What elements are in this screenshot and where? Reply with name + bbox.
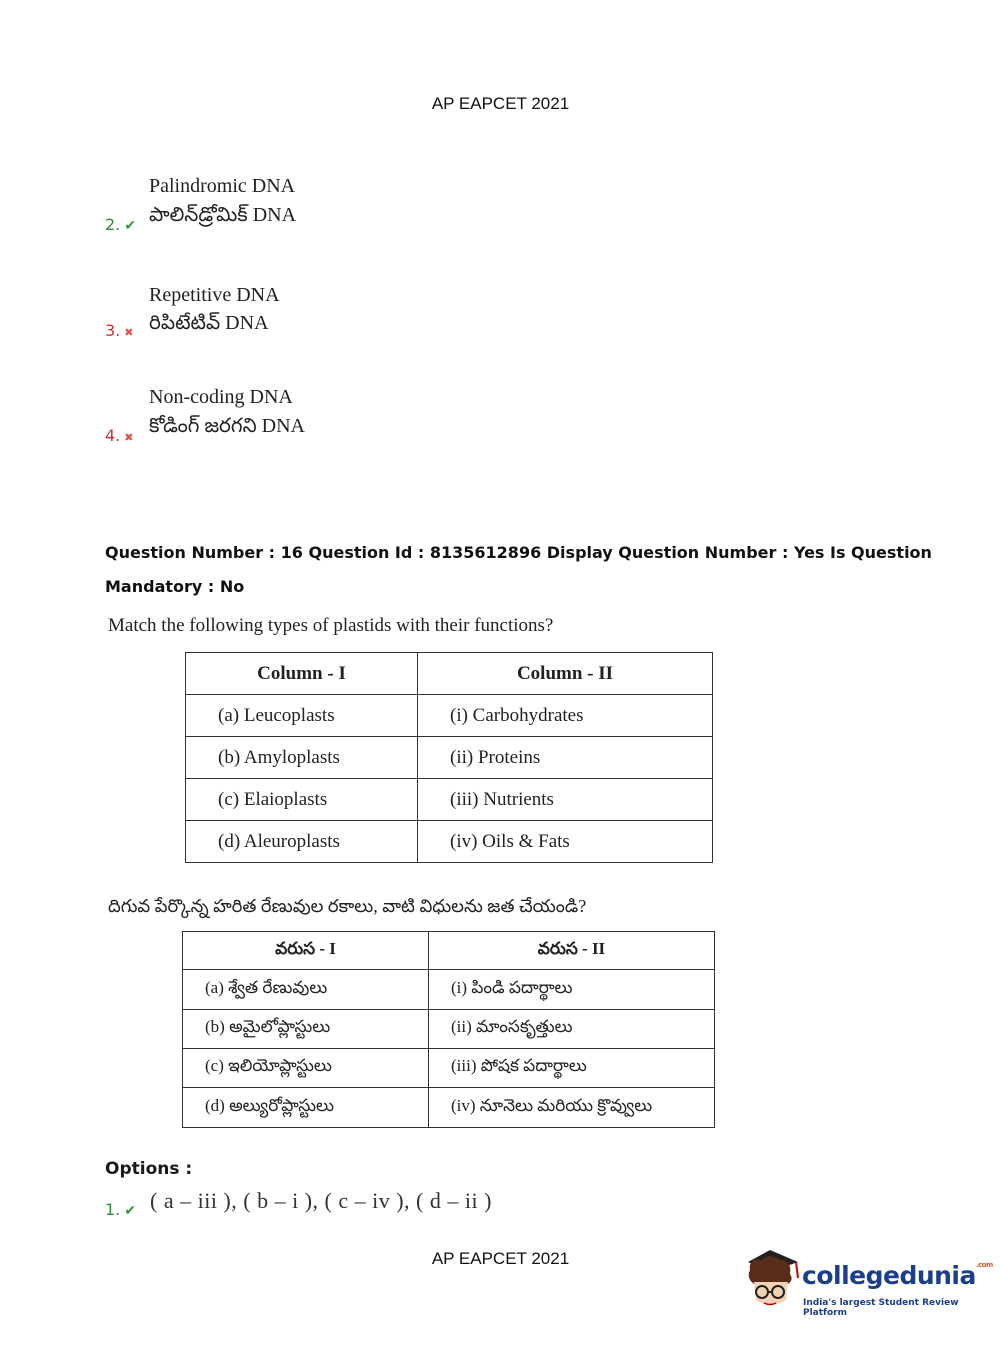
match-table-te xyxy=(182,931,715,1128)
option-text-te: పాలిన్‌డ్రోమిక్ DNA xyxy=(149,204,297,226)
table-cell: (a) Leucoplasts xyxy=(186,695,418,737)
table-row xyxy=(186,737,713,779)
column-header: వరుస - II xyxy=(429,932,715,970)
option-text-en: Non-coding DNA xyxy=(149,386,293,408)
table-row xyxy=(183,1049,715,1088)
question-text-te: దిగువ పేర్కొన్న హరిత రేణువుల రకాలు, వాటి విధులను జత చేయండి? xyxy=(108,896,587,916)
collegedunia-logo xyxy=(740,1248,993,1318)
table-cell: (c) Elaioplasts xyxy=(186,779,418,821)
table-row xyxy=(183,1010,715,1049)
table-row xyxy=(186,779,713,821)
option-text: ( a – iii ), ( b – i ), ( c – iv ), ( d – ii ) xyxy=(150,1188,492,1213)
option-number: 3. xyxy=(105,321,121,340)
question-mandatory: Mandatory : No xyxy=(105,577,245,596)
mascot-icon xyxy=(740,1248,802,1316)
table-row xyxy=(186,821,713,863)
page-header: AP EAPCET 2021 xyxy=(431,94,570,113)
check-icon: ✔ xyxy=(124,1202,136,1218)
table-cell: (ii) మాంసకృత్తులు xyxy=(429,1010,715,1049)
option-text-en: Repetitive DNA xyxy=(149,284,280,306)
question-text-en: Match the following types of plastids with their functions? xyxy=(108,615,554,636)
table-cell: (b) అమైలోప్లాస్టులు xyxy=(183,1010,429,1049)
table-row xyxy=(186,695,713,737)
cross-icon: ✖ xyxy=(124,432,134,444)
table-cell: (ii) Proteins xyxy=(418,737,713,779)
option-text-te: రిపిటేటివ్ DNA xyxy=(149,312,269,334)
column-header: Column - I xyxy=(186,653,418,695)
table-cell: (d) అల్యురోప్లాస్టులు xyxy=(183,1088,429,1128)
option-number: 1. xyxy=(105,1200,121,1219)
option-text-en: Palindromic DNA xyxy=(149,175,296,197)
option-text-te: కోడింగ్ జరగని DNA xyxy=(149,415,305,437)
page-footer: AP EAPCET 2021 xyxy=(431,1249,570,1268)
column-header: వరుస - I xyxy=(183,932,429,970)
table-row xyxy=(183,1088,715,1128)
table-cell: (c) ఇలియోప్లాస్టులు xyxy=(183,1049,429,1088)
table-cell: (a) శ్వేత రేణువులు xyxy=(183,970,429,1010)
table-cell: (iv) Oils & Fats xyxy=(418,821,713,863)
column-header: Column - II xyxy=(418,653,713,695)
table-cell: (b) Amyloplasts xyxy=(186,737,418,779)
table-cell: (iv) నూనెలు మరియు క్రొవ్వులు xyxy=(429,1088,715,1128)
table-cell: (i) Carbohydrates xyxy=(418,695,713,737)
table-cell: (iii) Nutrients xyxy=(418,779,713,821)
logo-suffix: .com xyxy=(975,1261,993,1269)
table-header-row xyxy=(186,653,713,695)
cross-icon: ✖ xyxy=(124,327,134,339)
table-cell: (i) పిండి పదార్థాలు xyxy=(429,970,715,1010)
table-cell: (d) Aleuroplasts xyxy=(186,821,418,863)
option-number: 4. xyxy=(105,426,121,445)
option-number: 2. xyxy=(105,215,121,234)
table-cell: (iii) పోషక పదార్థాలు xyxy=(429,1049,715,1088)
options-label: Options : xyxy=(105,1159,193,1179)
check-icon: ✔ xyxy=(124,217,136,233)
question-meta: Question Number : 16 Question Id : 8135612896 Display Question Number : Yes Is Question xyxy=(105,543,932,562)
table-row xyxy=(183,970,715,1010)
match-table-en xyxy=(185,652,713,863)
table-header-row xyxy=(183,932,715,970)
logo-tagline: India's largest Student Review Platform xyxy=(803,1298,959,1318)
logo-name: collegedunia xyxy=(802,1261,976,1290)
